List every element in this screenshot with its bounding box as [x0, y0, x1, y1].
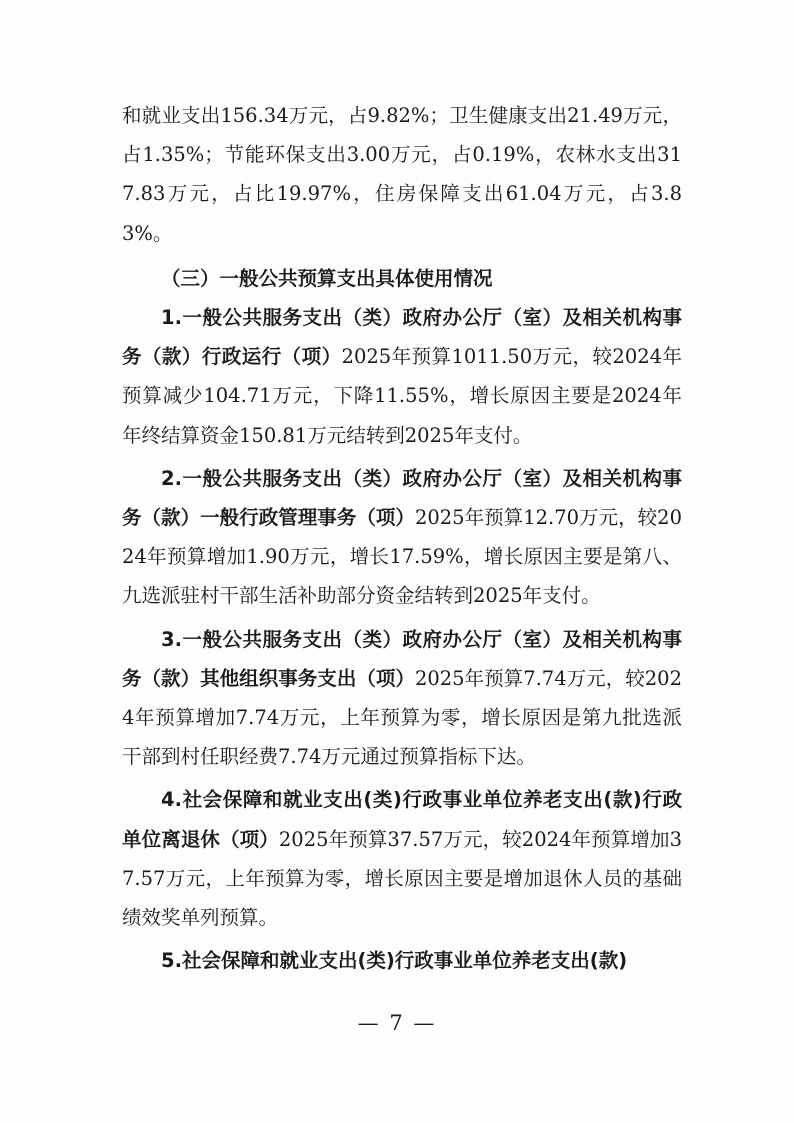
section-heading	[122, 259, 682, 298]
item-title: 2.一般公共服务支出（类）政府办公厅（室）及相关机构事务（款）一般行政管理事务（项）	[122, 466, 682, 530]
page-number: — 7 —	[357, 1011, 437, 1035]
item-text: 2025年预算7.74万元，较2024年预算增加7.74万元，上年预算为零，增长原因是第九批选派干部到村任职经费7.74万元通过预算指标下达。	[122, 666, 682, 769]
paragraph-item-1	[122, 298, 682, 455]
paragraph-item-2	[122, 459, 682, 616]
paragraph-expenditure-summary	[122, 96, 682, 253]
item-title: 3.一般公共服务支出（类）政府办公厅（室）及相关机构事务（款）其他组织事务支出（项）	[122, 627, 682, 690]
paragraph-item-3	[122, 620, 682, 777]
item-title: 5.社会保障和就业支出(类)行政事业单位养老支出(款)	[161, 949, 628, 973]
paragraph-text: 和就业支出156.34万元，占9.82%；卫生健康支出21.49万元，占1.35%；节能环保支出3.00万元，占0.19%，农林水支出317.83万元，占比19.97%，住房保障支出61.04万元，占3.83%。	[122, 104, 682, 245]
paragraph-item-4	[122, 780, 682, 937]
document-body	[122, 96, 682, 980]
section-heading-text: （三）一般公共预算支出具体使用情况	[161, 266, 493, 290]
item-text: 2025年预算37.57万元，较2024年预算增加37.57万元，上年预算为零，增长原因主要是增加退休人员的基础绩效奖单列预算。	[122, 827, 682, 930]
item-title: 1.一般公共服务支出（类）政府办公厅（室）及相关机构事务（款）行政运行（项）	[122, 306, 682, 369]
item-text: 2025年预算12.70万元，较2024年预算增加1.90万元，增长17.59%，增长原因主要是第八、九选派驻村干部生活补助部分资金结转到2025年支付。	[122, 506, 682, 608]
item-text: 2025年预算1011.50万元，较2024年预算减少104.71万元，下降11.55%，增长原因主要是2024年年终结算资金150.81万元结转到2025年支付。	[122, 345, 682, 447]
item-title: 4.社会保障和就业支出(类)行政事业单位养老支出(款)行政单位离退休（项）	[122, 788, 682, 851]
paragraph-item-5	[122, 941, 682, 980]
